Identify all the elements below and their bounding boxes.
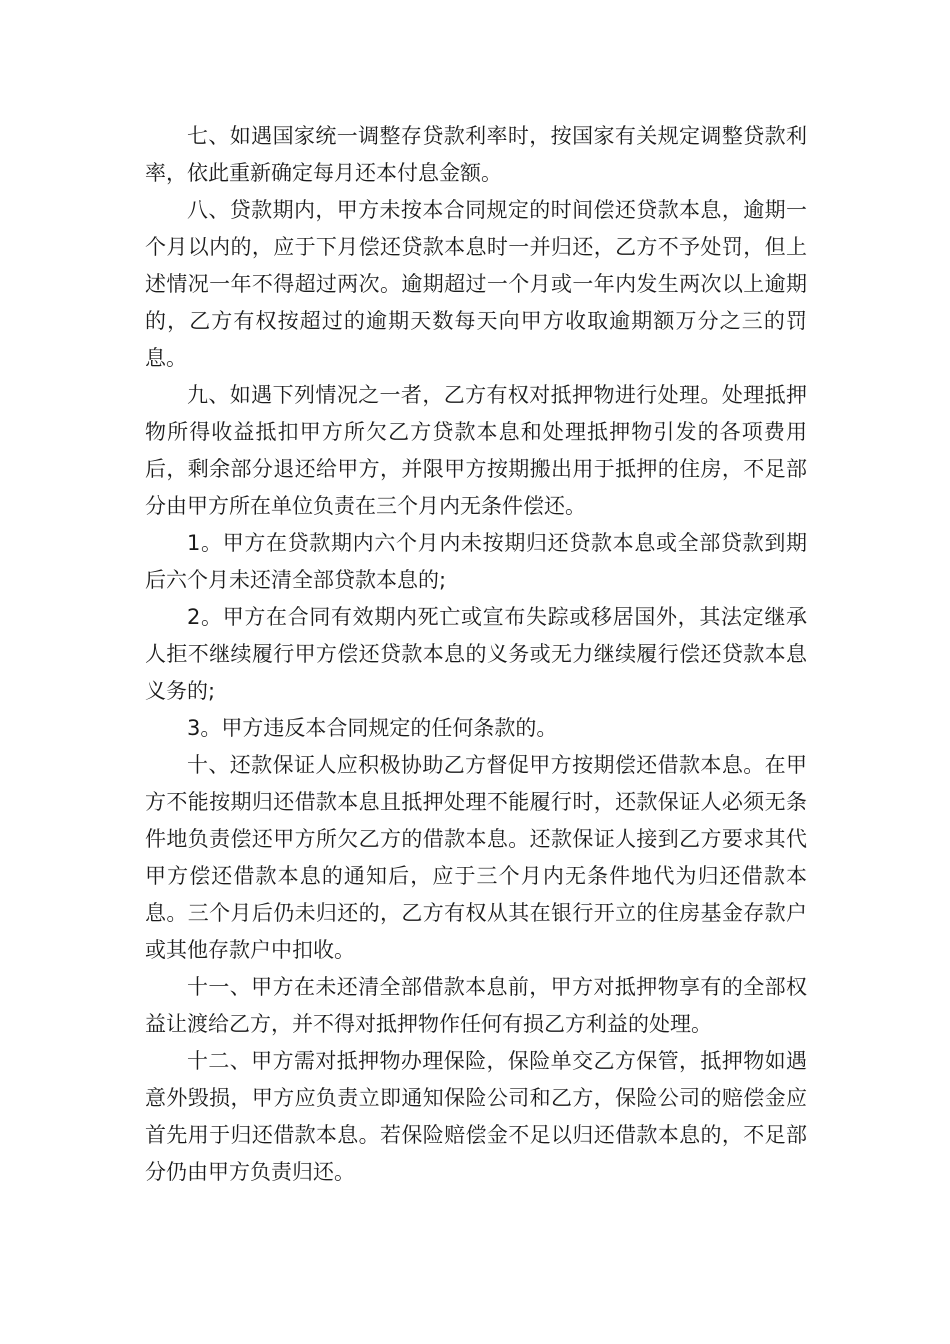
paragraph-clause-9: 九、如遇下列情况之一者，乙方有权对抵押物进行处理。处理抵押物所得收益抵扣甲方所欠乙方贷款本息和处理抵押物引发的各项费用后，剩余部分退还给甲方，并限甲方按期搬出用于抵押的住房，不足部分由甲方所在单位负责在三个月内无条件偿还。 — [145, 383, 807, 518]
paragraph-clause-8: 八、贷款期内，甲方未按本合同规定的时间偿还贷款本息，逾期一个月以内的，应于下月偿还贷款本息时一并归还，乙方不予处罚，但上述情况一年不得超过两次。逾期超过一个月或一年内发生两次以上逾期的，乙方有权按超过的逾期天数每天向甲方收取逾期额万分之三的罚息。 — [145, 198, 807, 370]
paragraph-clause-10: 十、还款保证人应积极协助乙方督促甲方按期偿还借款本息。在甲方不能按期归还借款本息且抵押处理不能履行时，还款保证人必须无条件地负责偿还甲方所欠乙方的借款本息。还款保证人接到乙方要求其代甲方偿还借款本息的通知后，应于三个月内无条件地代为归还借款本息。三个月后仍未归还的，乙方有权从其在银行开立的住房基金存款户或其他存款户中扣收。 — [145, 753, 807, 962]
paragraph-clause-9-item-2: 2。甲方在合同有效期内死亡或宣布失踪或移居国外，其法定继承人拒不继续履行甲方偿还贷款本息的义务或无力继续履行偿还贷款本息义务的; — [145, 605, 807, 703]
paragraph-clause-12: 十二、甲方需对抵押物办理保险，保险单交乙方保管，抵押物如遇意外毁损，甲方应负责立即通知保险公司和乙方，保险公司的赔偿金应首先用于归还借款本息。若保险赔偿金不足以归还借款本息的，不足部分仍由甲方负责归还。 — [145, 1049, 807, 1184]
paragraph-clause-9-item-1: 1。甲方在贷款期内六个月内未按期归还贷款本息或全部贷款到期后六个月未还清全部贷款本息的; — [145, 531, 807, 592]
document-body — [145, 118, 807, 1191]
paragraph-clause-7: 七、如遇国家统一调整存贷款利率时，按国家有关规定调整贷款利率，依此重新确定每月还本付息金额。 — [145, 124, 807, 185]
paragraph-clause-9-item-3: 3。甲方违反本合同规定的任何条款的。 — [187, 716, 558, 740]
paragraph-clause-11: 十一、甲方在未还清全部借款本息前，甲方对抵押物享有的全部权益让渡给乙方，并不得对抵押物作任何有损乙方利益的处理。 — [145, 975, 807, 1036]
